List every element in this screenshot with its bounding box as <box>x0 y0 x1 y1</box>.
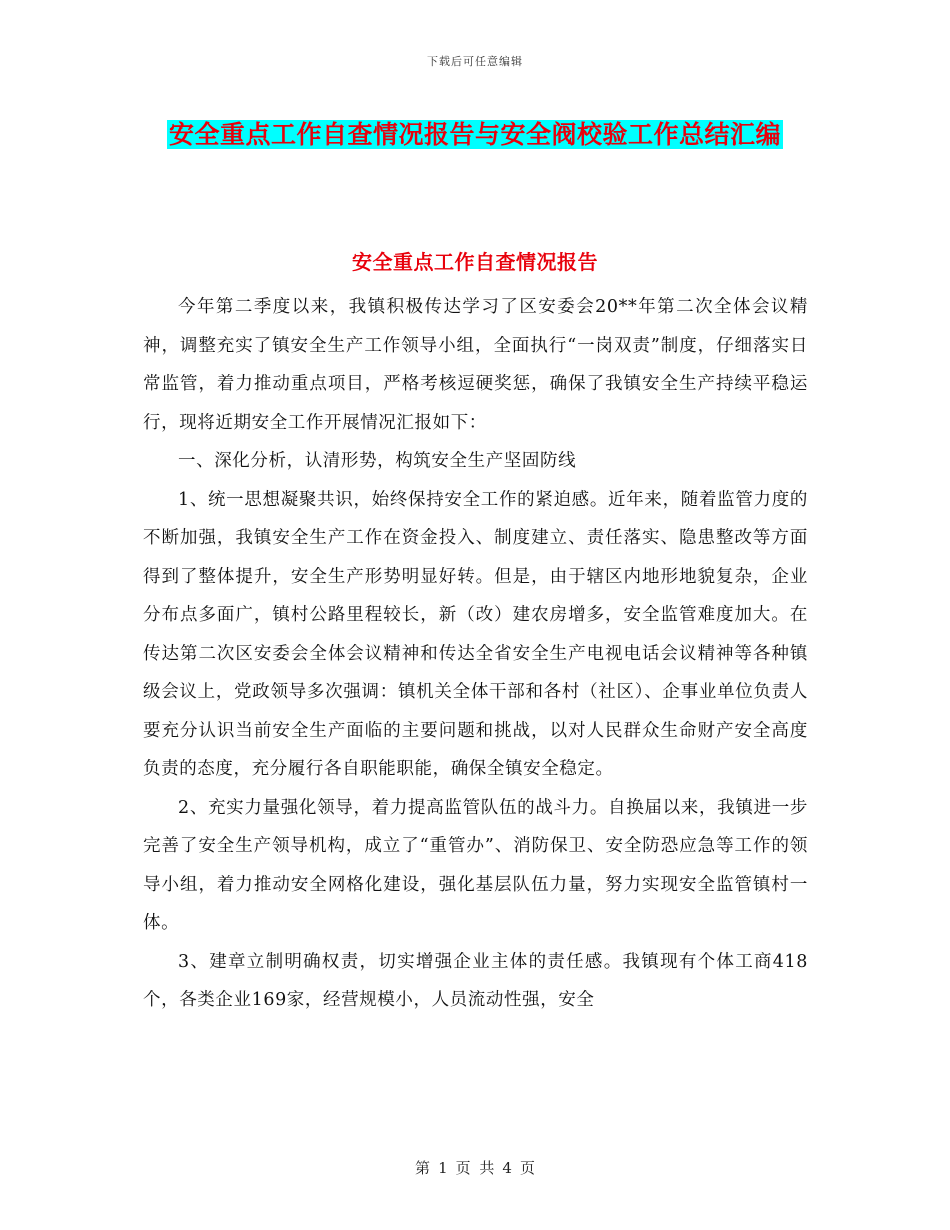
paragraph-item-2: 2、充实力量强化领导，着力提高监管队伍的战斗力。自换届以来，我镇进一步完善了安全生产领导机构，成立了“重管办”、消防保卫、安全防恐应急等工作的领导小组，着力推动安全网格化建设，强化基层队伍力量，努力实现安全监管镇村一体。 <box>143 797 808 933</box>
page-footer <box>0 1157 950 1178</box>
footer-page-number: 1 <box>438 1159 448 1177</box>
document-title-text: 安全重点工作自查情况报告与安全阀校验工作总结汇编 <box>168 120 781 149</box>
paragraph-intro: 今年第二季度以来，我镇积极传达学习了区安委会20**年第二次全体会议精神，调整充实了镇安全生产工作领导小组，全面执行“一岗双责”制度，仔细落实日常监管，着力推动重点项目，严格考核逗硬奖惩，确保了我镇安全生产持续平稳运行，现将近期安全工作开展情况汇报如下： <box>143 297 808 433</box>
footer-suffix: 页 <box>519 1159 535 1177</box>
document-body <box>143 288 808 1020</box>
document-title <box>145 112 805 157</box>
section-title: 安全重点工作自查情况报告 <box>352 250 598 274</box>
paragraph-item-3: 3、建章立制明确权责，切实增强企业主体的责任感。我镇现有个体工商418个，各类企业169家，经营规模小，人员流动性强，安全 <box>143 951 808 1010</box>
footer-total-pages: 4 <box>502 1159 512 1177</box>
paragraph-heading-1: 一、深化分析，认清形势，构筑安全生产坚固防线 <box>178 451 577 471</box>
footer-middle: 页 共 <box>455 1159 495 1177</box>
header-note: 下载后可任意编辑 <box>427 55 523 68</box>
paragraph-item-1: 1、统一思想凝聚共识，始终保持安全工作的紧迫感。近年来，随着监管力度的不断加强，我镇安全生产工作在资金投入、制度建立、责任落实、隐患整改等方面得到了整体提升，安全生产形势明显好转。但是，由于辖区内地形地貌复杂，企业分布点多面广，镇村公路里程较长，新（改）建农房增多，安全监管难度加大。在传达第二次区安委会全体会议精神和传达全省安全生产电视电话会议精神等各种镇级会议上，党政领导多次强调：镇机关全体干部和各村（社区）、企事业单位负责人要充分认识当前安全生产面临的主要问题和挑战，以对人民群众生命财产安全高度负责的态度，充分履行各自职能职能，确保全镇安全稳定。 <box>143 489 808 779</box>
footer-prefix: 第 <box>415 1159 431 1177</box>
